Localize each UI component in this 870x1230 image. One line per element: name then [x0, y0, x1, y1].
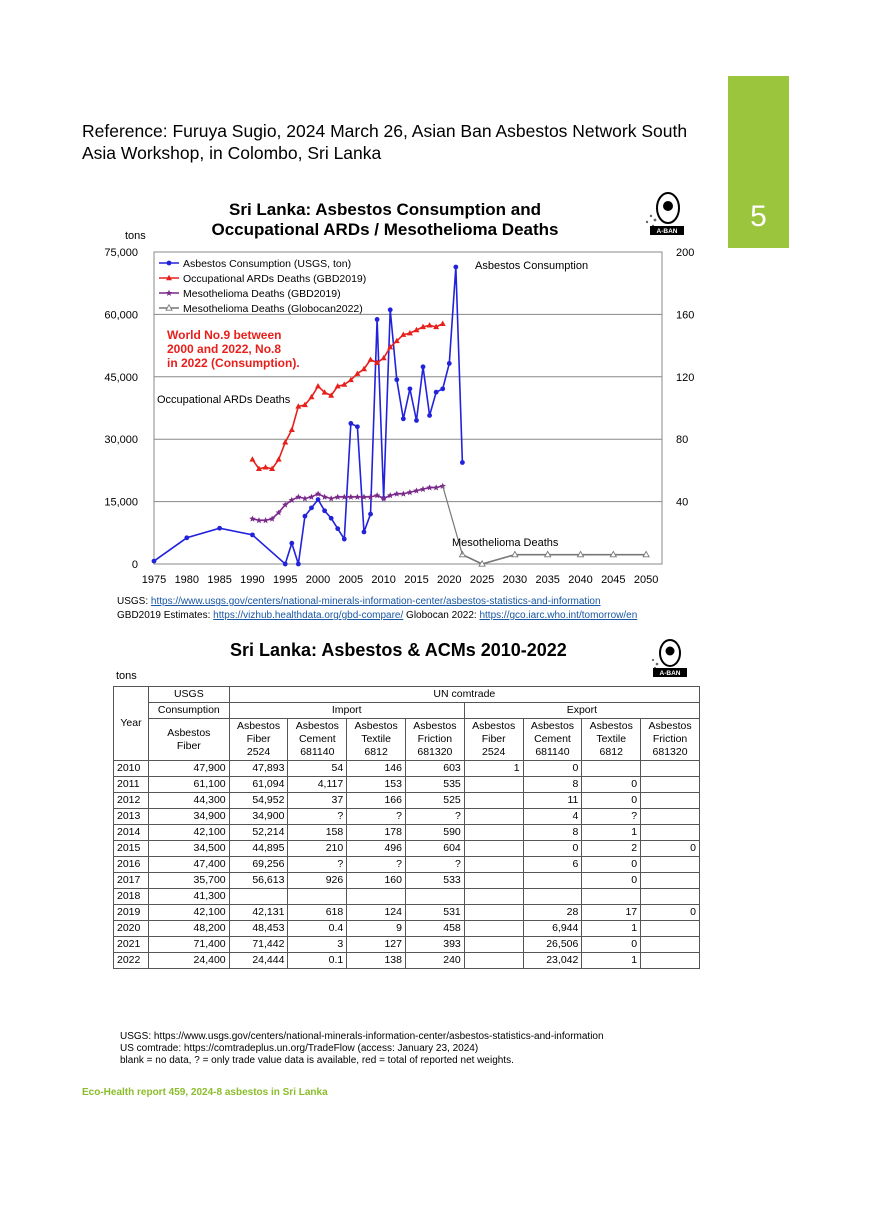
table-cell: 0 — [582, 937, 641, 953]
table-row — [114, 793, 700, 809]
data-point — [460, 460, 465, 465]
y-axis-label: tons — [125, 230, 146, 242]
table-cell: 24,444 — [229, 953, 288, 969]
table-cell — [523, 873, 582, 889]
data-point — [315, 491, 321, 497]
table-cell: ? — [347, 809, 406, 825]
data-point — [375, 317, 380, 322]
table-cell: 525 — [406, 793, 465, 809]
table-cell — [288, 889, 347, 905]
x-tick-label: 1980 — [174, 574, 200, 586]
table-row — [114, 873, 700, 889]
table-cell: ? — [288, 809, 347, 825]
table-cell: 6,944 — [523, 921, 582, 937]
data-point — [184, 535, 189, 540]
legend-entry: Occupational ARDs Deaths (GBD2019) — [183, 273, 367, 285]
table-cell: Asbestos Friction 681320 — [641, 719, 700, 761]
data-point — [440, 321, 446, 326]
data-point — [401, 416, 406, 421]
footer-text: Eco-Health report 459, 2024-8 asbestos in Sri Lanka — [82, 1087, 328, 1098]
table-cell: 604 — [406, 841, 465, 857]
table-cell: 0 — [641, 905, 700, 921]
table-cell: 0 — [582, 777, 641, 793]
data-point — [427, 413, 432, 418]
table-cell: 1 — [582, 825, 641, 841]
table-cell: UN comtrade — [229, 687, 699, 703]
table-cell: Export — [464, 703, 699, 719]
y2-tick-label: 160 — [676, 309, 695, 322]
table-cell: 2022 — [114, 953, 149, 969]
data-point — [322, 508, 327, 513]
table-cell: 8 — [523, 777, 582, 793]
table-cell: 69,256 — [229, 857, 288, 873]
table-cell — [641, 889, 700, 905]
table-cell: Asbestos Textile 6812 — [347, 719, 406, 761]
table-cell: 26,506 — [523, 937, 582, 953]
table-cell: Asbestos Friction 681320 — [406, 719, 465, 761]
table-cell — [229, 889, 288, 905]
table-cell: 9 — [347, 921, 406, 937]
data-point — [440, 386, 445, 391]
table-cell — [464, 841, 523, 857]
x-tick-label: 2040 — [568, 574, 593, 586]
table-cell: 44,300 — [149, 793, 230, 809]
table-cell: 47,900 — [149, 761, 230, 777]
table-cell: 1 — [582, 953, 641, 969]
table-cell: 61,100 — [149, 777, 230, 793]
table-note: blank = no data, ? = only trade value data is available, red = total of reported net weights. — [120, 1055, 514, 1066]
table-cell: 71,442 — [229, 937, 288, 953]
table-cell — [464, 809, 523, 825]
table-cell: 393 — [406, 937, 465, 953]
table-sources: USGS: https://www.usgs.gov/centers/national-minerals-information-center/asbestos-statistics-and-information US comtrade: https://comtradeplus.un.org/TradeFlow (access: January 23, 2024) blank = no data, ? = only trade value data is available, red = total of reported net weights. — [120, 1031, 720, 1067]
x-tick-label: 2030 — [502, 574, 528, 586]
table-cell: 8 — [523, 825, 582, 841]
x-tick-label: 1995 — [272, 574, 298, 586]
a-ban-logo-2 — [648, 636, 690, 678]
table-cell: 178 — [347, 825, 406, 841]
annotation-mesothelioma: Mesothelioma Deaths — [452, 537, 559, 549]
data-point — [167, 261, 172, 266]
table-cell: ? — [288, 857, 347, 873]
table-cell: 0 — [582, 857, 641, 873]
table-cell: 48,200 — [149, 921, 230, 937]
x-tick-label: 2010 — [371, 574, 396, 586]
data-point — [368, 512, 373, 517]
table-cell: 533 — [406, 873, 465, 889]
annotation-ard-deaths: Occupational ARDs Deaths — [157, 394, 291, 406]
annotation-consumption: Asbestos Consumption — [475, 260, 589, 272]
table-row — [114, 921, 700, 937]
table-cell: 52,214 — [229, 825, 288, 841]
table-cell — [464, 857, 523, 873]
table-cell: 37 — [288, 793, 347, 809]
table-unit-label: tons — [116, 670, 137, 682]
legend-entry: Asbestos Consumption (USGS, ton) — [183, 258, 352, 270]
table-cell — [464, 825, 523, 841]
reference-text: Reference: Furuya Sugio, 2024 March 26, Asian Ban Asbestos Network South Asia Workshop, in Colombo, Sri Lanka — [82, 121, 688, 163]
table-cell: 2010 — [114, 761, 149, 777]
table-cell: 1 — [582, 921, 641, 937]
x-tick-label: 2000 — [305, 574, 331, 586]
table-cell: 3 — [288, 937, 347, 953]
table-cell: 240 — [406, 953, 465, 969]
table-cell: 42,100 — [149, 825, 230, 841]
table-cell: 160 — [347, 873, 406, 889]
table-cell: 54,952 — [229, 793, 288, 809]
x-tick-label: 1975 — [141, 574, 167, 586]
table-cell: 0 — [523, 761, 582, 777]
table-cell: 54 — [288, 761, 347, 777]
table-cell: 2018 — [114, 889, 149, 905]
data-point — [348, 421, 353, 426]
asbestos-acm-table — [113, 686, 700, 969]
table-cell: 166 — [347, 793, 406, 809]
table-cell: 2014 — [114, 825, 149, 841]
table-cell: 496 — [347, 841, 406, 857]
y2-tick-label: 40 — [676, 496, 689, 509]
table-cell: 35,700 — [149, 873, 230, 889]
chart-legend — [159, 258, 366, 315]
table-cell: 23,042 — [523, 953, 582, 969]
annotation-rank-line-3: in 2022 (Consumption). — [167, 356, 300, 370]
data-point — [453, 265, 458, 270]
table-cell: 2015 — [114, 841, 149, 857]
y-tick-label: 0 — [131, 559, 138, 571]
data-point — [250, 532, 255, 537]
table-cell — [464, 777, 523, 793]
y-tick-label: 45,000 — [104, 371, 138, 384]
table-cell: 0 — [523, 841, 582, 857]
table-cell: 158 — [288, 825, 347, 841]
table-cell: Asbestos Cement 681140 — [288, 719, 347, 761]
usgs-link[interactable]: https://www.usgs.gov/centers/national-minerals-information-center/asbestos-statistics-and-information — [153, 1031, 604, 1042]
data-point — [217, 526, 222, 531]
table-cell: 71,400 — [149, 937, 230, 953]
data-point — [447, 361, 452, 366]
table-cell — [464, 905, 523, 921]
consumption-deaths-chart — [85, 188, 705, 638]
x-tick-label: 2015 — [404, 574, 429, 586]
table-row — [114, 777, 700, 793]
table-cell: 2021 — [114, 937, 149, 953]
table-cell: 590 — [406, 825, 465, 841]
table-cell — [464, 921, 523, 937]
table-cell: 618 — [288, 905, 347, 921]
table-cell: Asbestos Fiber 2524 — [464, 719, 523, 761]
series-line — [462, 555, 646, 564]
table-cell: Consumption — [149, 703, 230, 719]
table-cell: 44,895 — [229, 841, 288, 857]
table-cell: 2020 — [114, 921, 149, 937]
table-cell — [347, 889, 406, 905]
y-tick-label: 30,000 — [104, 434, 138, 447]
data-point — [276, 456, 282, 461]
data-point — [394, 377, 399, 382]
table-row — [114, 905, 700, 921]
table-row — [114, 857, 700, 873]
a-ban-logo — [646, 193, 684, 235]
data-point — [289, 427, 295, 432]
chart-title-line-2: Occupational ARDs / Mesothelioma Deaths — [211, 220, 559, 239]
table-cell: Asbestos Fiber 2524 — [229, 719, 288, 761]
table-cell — [641, 761, 700, 777]
chart-title-line-1: Sri Lanka: Asbestos Consumption and — [228, 200, 542, 219]
y-tick-label: 60,000 — [104, 309, 138, 322]
data-point — [335, 526, 340, 531]
data-point — [408, 386, 413, 391]
table-cell: 603 — [406, 761, 465, 777]
table-cell: 124 — [347, 905, 406, 921]
table-cell: 2017 — [114, 873, 149, 889]
x-tick-label: 2020 — [437, 574, 462, 586]
table-cell: 127 — [347, 937, 406, 953]
table-cell: 6 — [523, 857, 582, 873]
table-cell — [641, 873, 700, 889]
data-point — [249, 456, 255, 461]
table-cell — [523, 889, 582, 905]
data-point — [263, 464, 269, 469]
table-row — [114, 761, 700, 777]
y-tick-label: 75,000 — [104, 247, 138, 259]
table-cell: 146 — [347, 761, 406, 777]
table-cell: 48,453 — [229, 921, 288, 937]
table-cell — [582, 889, 641, 905]
table-cell: 0 — [641, 841, 700, 857]
table-cell: 4,117 — [288, 777, 347, 793]
table-cell: 2012 — [114, 793, 149, 809]
page-number: 5 — [750, 200, 767, 233]
legend-entry: Mesothelioma Deaths (Globocan2022) — [183, 303, 363, 315]
data-point — [289, 541, 294, 546]
x-tick-label: 1985 — [207, 574, 232, 586]
chart-source-usgs: USGS: https://www.usgs.gov/centers/national-minerals-information-center/asbestos-statistics-and-information — [117, 596, 601, 607]
table-cell — [464, 937, 523, 953]
table-cell — [464, 889, 523, 905]
table-cell — [464, 873, 523, 889]
table-cell: 34,500 — [149, 841, 230, 857]
table-cell: 4 — [523, 809, 582, 825]
table-cell: ? — [347, 857, 406, 873]
data-point — [427, 322, 433, 327]
table-cell: 0.1 — [288, 953, 347, 969]
svg-text:A-BAN: A-BAN — [659, 670, 681, 677]
table-row — [114, 937, 700, 953]
table-cell: 0 — [582, 793, 641, 809]
table-cell: 34,900 — [149, 809, 230, 825]
table-row — [114, 825, 700, 841]
data-point — [303, 514, 308, 519]
table-cell — [464, 793, 523, 809]
data-point — [283, 562, 288, 567]
table-cell: ? — [406, 857, 465, 873]
table-cell: 2013 — [114, 809, 149, 825]
annotation-rank-line-2: 2000 and 2022, No.8 — [167, 342, 282, 356]
table-row — [114, 841, 700, 857]
table-cell: 0 — [582, 873, 641, 889]
table-cell: 2016 — [114, 857, 149, 873]
x-tick-label: 2045 — [601, 574, 626, 586]
data-point — [329, 516, 334, 521]
table-cell — [641, 793, 700, 809]
table-cell: 531 — [406, 905, 465, 921]
table-row — [114, 953, 700, 969]
x-tick-label: 1990 — [240, 574, 265, 586]
x-tick-label: 2025 — [469, 574, 495, 586]
table-cell: 41,300 — [149, 889, 230, 905]
data-point — [388, 307, 393, 312]
table-cell — [641, 921, 700, 937]
table-cell — [464, 953, 523, 969]
data-point — [296, 562, 301, 567]
table-cell: Asbestos Cement 681140 — [523, 719, 582, 761]
table-cell: 0.4 — [288, 921, 347, 937]
data-point — [421, 364, 426, 369]
table-cell: 61,094 — [229, 777, 288, 793]
table-cell: USGS — [149, 687, 230, 703]
table-cell: 2 — [582, 841, 641, 857]
x-tick-label: 2050 — [633, 574, 659, 586]
table-cell: Asbestos Textile 6812 — [582, 719, 641, 761]
table-cell: 210 — [288, 841, 347, 857]
data-point — [315, 383, 321, 388]
table-cell: 2019 — [114, 905, 149, 921]
svg-text:A-BAN: A-BAN — [656, 228, 678, 235]
legend-entry: Mesothelioma Deaths (GBD2019) — [183, 288, 341, 300]
chart-source-gbd: GBD2019 Estimates: https://vizhub.healthdata.org/gbd-compare/ Globocan 2022: https://gco.iarc.who.int/tomorrow/en — [117, 610, 638, 621]
table-cell: 138 — [347, 953, 406, 969]
data-point — [434, 390, 439, 395]
table-cell — [641, 825, 700, 841]
table-title: Sri Lanka: Asbestos & ACMs 2010-2022 — [230, 640, 567, 660]
x-tick-label: 2005 — [338, 574, 364, 586]
table-cell: 24,400 — [149, 953, 230, 969]
annotation-rank-line-1: World No.9 between — [167, 328, 282, 342]
table-cell: 42,100 — [149, 905, 230, 921]
table-cell: Import — [229, 703, 464, 719]
table-cell: Year — [114, 687, 149, 761]
table-cell — [641, 953, 700, 969]
y2-tick-label: 120 — [676, 371, 695, 384]
table-cell: 1 — [464, 761, 523, 777]
data-point — [362, 530, 367, 535]
table-cell: 47,400 — [149, 857, 230, 873]
data-point — [355, 424, 360, 429]
table-row — [114, 809, 700, 825]
table-cell: 34,900 — [229, 809, 288, 825]
table-cell — [641, 937, 700, 953]
data-point — [316, 497, 321, 502]
data-point — [414, 418, 419, 423]
table-cell — [641, 809, 700, 825]
y2-tick-label: 80 — [676, 434, 689, 447]
table-cell — [641, 857, 700, 873]
table-cell: ? — [582, 809, 641, 825]
table-cell: ? — [406, 809, 465, 825]
table-cell — [582, 761, 641, 777]
table-cell: 11 — [523, 793, 582, 809]
table-cell: 153 — [347, 777, 406, 793]
data-point — [368, 356, 374, 361]
data-point — [309, 505, 314, 510]
table-cell: 458 — [406, 921, 465, 937]
table-cell: 42,131 — [229, 905, 288, 921]
table-row — [114, 889, 700, 905]
table-cell: 56,613 — [229, 873, 288, 889]
x-tick-label: 2035 — [535, 574, 560, 586]
table-cell: 17 — [582, 905, 641, 921]
data-point — [152, 559, 157, 564]
table-cell: 535 — [406, 777, 465, 793]
y2-tick-label: 200 — [676, 247, 695, 259]
comtrade-link[interactable]: https://comtradeplus.un.org/TradeFlow — [183, 1043, 355, 1054]
table-cell — [641, 777, 700, 793]
table-cell: Asbestos Fiber — [149, 719, 230, 761]
table-cell: 47,893 — [229, 761, 288, 777]
header-row — [114, 687, 700, 703]
table-cell — [406, 889, 465, 905]
table-cell: 2011 — [114, 777, 149, 793]
table-cell: 926 — [288, 873, 347, 889]
data-point — [342, 537, 347, 542]
y-tick-label: 15,000 — [104, 496, 138, 509]
table-cell: 28 — [523, 905, 582, 921]
